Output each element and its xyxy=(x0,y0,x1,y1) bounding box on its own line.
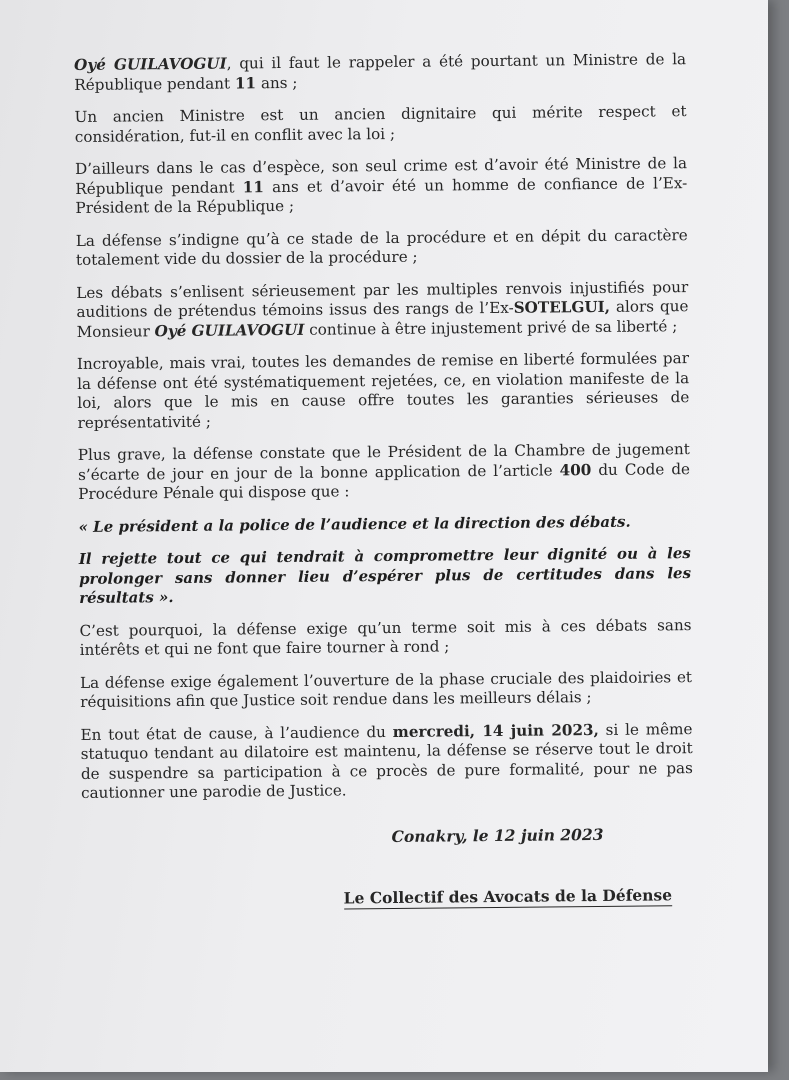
emphasized-text: mercredi, 14 juin 2023, xyxy=(392,720,599,741)
emphasized-text: Oyé GUILAVOGUI xyxy=(154,320,305,340)
body-paragraph xyxy=(80,668,692,713)
text-run: La défense exige également l’ouverture de la phase cruciale des plaidoiries et réquisitions afin que Justice soit rendue dans les meilleurs délais ; xyxy=(79,667,693,711)
text-run: La défense s’indigne qu’à ce stade de la procédure et en dépit du caractère totalement vide du dossier de la procédure ; xyxy=(75,225,688,269)
text-run: Un ancien Ministre est un ancien dignitaire qui mérite respect et considération, fut-il en conflit avec la loi ; xyxy=(74,102,687,146)
text-run: ans et d’avoir été un homme de confiance de l’Ex-Président de la République ; xyxy=(75,173,688,217)
body-paragraph xyxy=(76,278,689,342)
quoted-article-paragraph xyxy=(79,544,692,608)
text-run: En tout état de cause, à l’audience du xyxy=(80,722,393,744)
text-run: Incroyable, mais vrai, toutes les demandes de remise en liberté formulées par la défense ont été systématiquement rejetées, ce, en violation manifeste de la loi, alors que le mis en cause offre toutes les garanties sérieuses de représentativité ; xyxy=(76,349,690,432)
body-paragraph xyxy=(80,720,693,804)
text-run: si le même statuquo tendant au dilatoire est maintenu, la défense se réserve tout le droit de suspendre sa participation à ce procès de pure formalité, pour ne pas cautionner une parodie de Justice. xyxy=(80,719,693,802)
body-paragraph xyxy=(74,50,686,95)
text-run: C’est pourquoi, la défense exige qu’un terme soit mis à ces débats sans intérêts et qui ne font que faire tourner à rond ; xyxy=(79,615,692,659)
text-run: , qui il faut le rappeler a été pourtant un Ministre de la République pendant xyxy=(74,50,687,94)
text-run: continue à être injustement privé de sa liberté ; xyxy=(304,316,678,339)
body-paragraph xyxy=(75,154,688,218)
text-run: « Le président a la police de l’audience et la direction des débats. xyxy=(78,512,631,536)
body-paragraph xyxy=(77,349,690,433)
quoted-article-paragraph xyxy=(78,512,690,537)
body-paragraph xyxy=(78,440,691,504)
text-run: alors que Monsieur xyxy=(76,297,689,341)
signature-line: Le Collectif des Avocats de la Défense xyxy=(343,885,673,908)
body-paragraph xyxy=(76,226,688,271)
text-run: ans ; xyxy=(255,73,298,92)
emphasized-text: 11 xyxy=(234,73,257,92)
body-paragraph xyxy=(79,616,691,661)
text-run: du Code de Procédure Pénale qui dispose que : xyxy=(78,459,691,503)
document-body xyxy=(74,50,694,911)
place-date: Conakry, le 12 juin 2023 xyxy=(391,824,604,846)
signature-block xyxy=(82,885,694,911)
paragraph-list xyxy=(74,50,693,803)
text-run: Les débats s’enlisent sérieusement par les multiples renvois injustifiés pour auditions de prétendus témoins issus des rangs de l’Ex- xyxy=(76,277,689,321)
emphasized-text: 400 xyxy=(559,460,592,479)
text-run: D’ailleurs dans le cas d’espèce, son seul crime est d’avoir été Ministre de la République pendant xyxy=(74,154,688,198)
emphasized-text: Oyé GUILAVOGUI xyxy=(74,54,227,74)
text-run: Il rejette tout ce qui tendrait à compromettre leur dignité ou à les prolonger sans donner lieu d’espérer plus de certitudes dans les résultats ». xyxy=(78,544,692,607)
body-paragraph xyxy=(74,102,686,147)
emphasized-text: 11 xyxy=(242,177,264,196)
text-run: Plus grave, la défense constate que le Président de la Chambre de jugement s’écarte de jour en jour de la bonne application de l’article xyxy=(77,440,690,484)
emphasized-text: SOTELGUI, xyxy=(513,297,611,317)
